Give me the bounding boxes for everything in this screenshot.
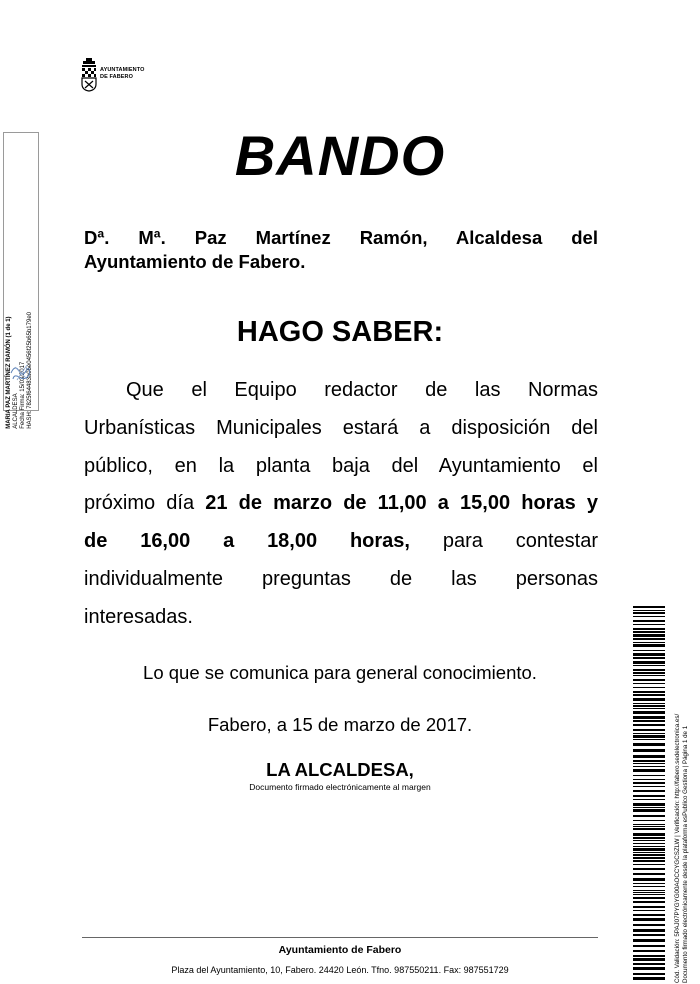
place-date: Fabero, a 15 de marzo de 2017.	[207, 714, 473, 735]
barcode-bar	[633, 795, 665, 797]
barcode-bar	[633, 705, 665, 707]
barcode-bar	[633, 610, 665, 611]
barcode-bar	[633, 755, 665, 758]
barcode-bar	[633, 955, 665, 957]
document-title: BANDO	[234, 124, 446, 187]
barcode-bar	[633, 828, 665, 830]
footer-organization: Ayuntamiento de Fabero	[278, 944, 402, 956]
body-line	[84, 523, 598, 561]
barcode-bar	[633, 807, 665, 808]
barcode-bar	[633, 724, 665, 726]
barcode-bar	[633, 901, 665, 903]
barcode-bar	[633, 824, 665, 825]
barcode-bar	[633, 612, 665, 614]
barcode-bar	[633, 833, 665, 836]
intro-paragraph	[84, 226, 598, 274]
barcode-bar	[633, 906, 665, 908]
signature-hash: HASH: 7825f64483a05e0456f25b65b179e0	[27, 312, 33, 429]
barcode-bar	[633, 809, 665, 812]
barcode-bar	[633, 769, 665, 772]
barcode-bar	[633, 669, 665, 671]
barcode-icon	[633, 606, 665, 984]
body-text-segment: para contestar	[409, 530, 598, 553]
logo-line1: AYUNTAMIENTO	[100, 67, 145, 73]
body-line: Que el Equipo redactor de las Normas	[126, 379, 598, 401]
barcode-bar	[633, 878, 665, 881]
barcode-bar	[633, 691, 665, 693]
body-line: individualmente preguntas de las personas	[84, 567, 598, 590]
logo-line2: DE FABERO	[100, 73, 133, 80]
barcode-bar	[633, 826, 665, 827]
barcode-bar	[633, 763, 665, 764]
barcode-bar	[633, 743, 665, 746]
barcode-bar	[633, 634, 665, 637]
barcode-bar	[633, 735, 665, 738]
barcode-bar	[633, 720, 665, 722]
signature-date: Fecha Firma: 15/03/2017	[20, 361, 26, 429]
barcode-bar	[633, 698, 665, 701]
barcode-bar	[633, 679, 665, 681]
announcement-heading: HAGO SABER:	[236, 316, 444, 348]
barcode-bar	[633, 782, 665, 784]
signer-title: LA ALCALDESA,	[266, 759, 414, 780]
barcode-bar	[633, 894, 665, 895]
barcode-bar	[633, 653, 665, 656]
barcode-bar	[633, 694, 665, 696]
barcode-bar	[633, 631, 665, 633]
barcode-bar	[633, 897, 665, 899]
barcode-bar	[633, 799, 665, 800]
signer-note: Documento firmado electrónicamente al margen	[249, 782, 431, 792]
barcode-bar	[633, 650, 665, 651]
barcode-bar	[633, 711, 665, 714]
body-line: público, en la planta baja del Ayuntamiento el	[84, 454, 598, 477]
barcode-bar	[633, 786, 665, 787]
barcode-bar	[633, 939, 665, 942]
barcode-bar	[633, 616, 665, 617]
barcode-bar	[633, 873, 665, 875]
barcode-bar	[633, 760, 665, 762]
barcode-bar	[633, 779, 665, 780]
barcode-bar	[633, 766, 665, 767]
signer-name: MARIA PAZ MARTÍNEZ RAMÓN (1 de 1)	[6, 316, 12, 429]
barcode-bar	[633, 924, 665, 926]
barcode-bar	[633, 820, 665, 821]
barcode-bar	[633, 803, 665, 806]
barcode-bar	[633, 973, 665, 975]
barcode-bar	[633, 977, 665, 980]
signer-role: ALCALDESA	[13, 393, 19, 429]
footer-address: Plaza del Ayuntamiento, 10, Fabero. 24420 León. Tfno. 987550211. Fax: 987551729	[171, 965, 509, 975]
footer-divider	[82, 937, 598, 938]
barcode-bar	[633, 606, 665, 608]
signature-stamp-icon	[9, 361, 33, 383]
body-line	[84, 485, 598, 523]
body-line: Urbanísticas Municipales estará a disposición del	[84, 416, 598, 439]
barcode-bar	[633, 934, 665, 936]
barcode-bar	[633, 620, 665, 622]
barcode-bar	[633, 703, 665, 704]
barcode-bar	[633, 848, 665, 851]
barcode-bar	[633, 790, 665, 792]
verification-line: Documento firmado electrónicamente desde la plataforma esPublico Gestiona | Página 1 de 1	[681, 725, 689, 983]
barcode-bar	[633, 837, 665, 839]
barcode-bar	[633, 963, 665, 965]
barcode-bar	[633, 628, 665, 630]
barcode-bar	[633, 840, 665, 841]
barcode-bar	[633, 890, 665, 891]
barcode-bar	[633, 857, 665, 859]
barcode-bar	[633, 958, 665, 961]
barcode-bar	[633, 929, 665, 932]
schedule-bold-text: de 16,00 a 18,00 horas,	[84, 530, 410, 553]
barcode-bar	[633, 642, 665, 643]
intro-line: Dª. Mª. Paz Martínez Ramón, Alcaldesa del	[84, 227, 598, 248]
barcode-bar	[633, 815, 665, 817]
barcode-bar	[633, 868, 665, 870]
barcode-bar	[633, 638, 665, 640]
body-text-segment: próximo día	[84, 492, 206, 515]
barcode-bar	[633, 883, 665, 884]
barcode-bar	[633, 914, 665, 916]
verification-line: Cód. Validación: 5PAJ07PYGYG00AOCCYGCSZLW | Verificación: http://fabero.sedelectronica.es/	[674, 713, 681, 983]
barcode-bar	[633, 843, 665, 844]
barcode-bar	[633, 918, 665, 921]
coat-of-arms-icon	[80, 58, 98, 92]
barcode-bar	[633, 687, 665, 688]
barcode-bar	[633, 683, 665, 684]
barcode-bar	[633, 886, 665, 887]
barcode-bar	[633, 864, 665, 865]
barcode-bar	[633, 749, 665, 752]
barcode-bar	[633, 716, 665, 719]
barcode-bar	[633, 729, 665, 731]
barcode-bar	[633, 910, 665, 911]
barcode-bar	[633, 661, 665, 664]
barcode-bar	[633, 775, 665, 776]
municipal-logo	[80, 58, 160, 92]
body-paragraph	[84, 372, 598, 637]
verification-text	[674, 714, 689, 983]
barcode-bar	[633, 852, 665, 853]
barcode-bar	[633, 739, 665, 740]
barcode-bar	[633, 644, 665, 647]
body-line: interesadas.	[84, 605, 193, 628]
barcode	[633, 606, 665, 984]
barcode-bar	[633, 672, 665, 674]
barcode-bar	[633, 733, 665, 734]
intro-line: Ayuntamiento de Fabero.	[84, 251, 306, 272]
barcode-bar	[633, 892, 665, 893]
schedule-bold-text: 21 de marzo de 11,00 a 15,00 horas y	[205, 492, 598, 515]
barcode-bar	[633, 665, 665, 666]
barcode-bar	[633, 624, 665, 625]
barcode-bar	[633, 708, 665, 709]
closing-text: Lo que se comunica para general conocimiento.	[143, 662, 537, 683]
barcode-bar	[633, 846, 665, 847]
barcode-bar	[633, 854, 665, 856]
barcode-bar	[633, 657, 665, 659]
barcode-bar	[633, 675, 665, 676]
barcode-bar	[633, 967, 665, 970]
barcode-bar	[633, 945, 665, 947]
barcode-bar	[633, 860, 665, 862]
barcode-bar	[633, 950, 665, 952]
